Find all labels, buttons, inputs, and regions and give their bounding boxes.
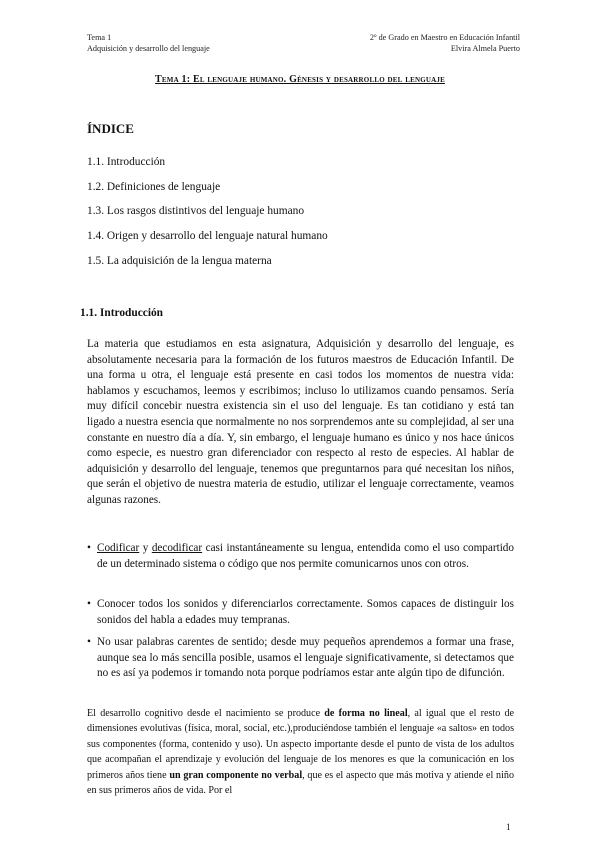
bullet-icon: • bbox=[87, 636, 91, 648]
emphasis-no-verbal: un gran componente no verbal bbox=[169, 769, 303, 781]
table-of-contents bbox=[87, 155, 328, 278]
cognitive-development-paragraph: El desarrollo cognitivo desde el nacimiento se produce de forma no lineal, al igual que el resto de dimensiones evolutivas (física, moral, social, etc.),produciéndose también el lenguaje «a saltos» en todos sus componentes (forma, contenido y uso). Un aspecto importante desde el punto de vista de los adultos que acompañan el aprendizaje y evolución del lenguaje de los menores es que la comunicación en los primeros años tiene un gran componente no verbal, que es el aspecto que más motiva y atiende el niño en sus primeros años de vida. Por el bbox=[87, 708, 514, 797]
header-degree: 2º de Grado en Maestro en Educación Infantil bbox=[369, 33, 520, 42]
document-title bbox=[0, 74, 600, 85]
page-number: 1 bbox=[506, 822, 511, 832]
bullet-item-palabras: • No usar palabras carentes de sentido; desde muy pequeños aprendemos a formar una frase, aunque sea lo más sencilla posible, usamos el lenguaje significativamente, si detectamos que no es así ya podemos ir tomando nota porque podríamos estar ante algún tipo de difunción. bbox=[87, 636, 514, 680]
toc-item: 1.5. La adquisición de la lengua materna bbox=[87, 254, 272, 267]
bullet-icon: • bbox=[87, 542, 91, 554]
term-codificar: Codificar bbox=[97, 542, 140, 554]
term-decodificar: decodificar bbox=[151, 542, 203, 554]
header-subject: Adquisición y desarrollo del lenguaje bbox=[87, 43, 210, 53]
toc-item: 1.4. Origen y desarrollo del lenguaje natural humano bbox=[87, 230, 328, 243]
header-left bbox=[87, 33, 210, 54]
toc-item: 1.2. Definiciones de lenguaje bbox=[87, 180, 221, 193]
section-heading: 1.1. Introducción bbox=[80, 307, 164, 319]
emphasis-no-lineal: de forma no lineal bbox=[324, 708, 408, 719]
index-heading: ÍNDICE bbox=[87, 121, 134, 136]
bullet-icon: • bbox=[87, 598, 91, 610]
header-right bbox=[370, 33, 520, 54]
toc-item: 1.3. Los rasgos distintivos del lenguaje humano bbox=[87, 205, 305, 218]
bullet-item-codificar: • Codificar y decodificar casi instantáneamente su lengua, entendida como el uso compartido de un determinado sistema o código que nos permite comunicarnos unos con otros. bbox=[87, 542, 514, 570]
title-prefix: Tema 1: bbox=[155, 74, 193, 85]
header-author: Elvira Almela Puerto bbox=[450, 43, 520, 53]
intro-paragraph: La materia que estudiamos en esta asignatura, Adquisición y desarrollo del lenguaje, es absolutamente necesaria para la formación de los futuros maestros de Educación Infantil. De una forma u otra, el lenguaje está presente en casi todos los momentos de nuestra vida: hablamos y escuchamos, leemos y escribimos; incluso lo utilizamos cuando pensamos. Sería muy difícil concebir nuestra existencia sin el uso del lenguaje. Es tan cotidiano y está tan ligado a nuestra esencia que normalmente no nos sorprendemos ante su complejidad, al ser una constante en nuestro día a día. Y, sin embargo, el lenguaje humano es único y nos hace únicos como especie, es nuestro gran diferenciador con respecto al resto de especies. Al hablar de adquisición y desarrollo del lenguaje, tenemos que preguntarnos para qué necesitan los niños, que serán el objetivo de nuestra materia de estudio, utilizar el lenguaje correctamente, veamos algunas razones. bbox=[87, 338, 514, 506]
toc-item: 1.1. Introducción bbox=[87, 156, 166, 168]
bullet-item-sonidos: • Conocer todos los sonidos y diferenciarlos correctamente. Somos capaces de distinguir los sonidos del habla a edades muy tempranas. bbox=[87, 598, 514, 626]
header-course-topic: Tema 1 bbox=[87, 33, 112, 42]
title-text: El lenguaje humano. Génesis y desarrollo del lenguaje bbox=[192, 74, 445, 85]
